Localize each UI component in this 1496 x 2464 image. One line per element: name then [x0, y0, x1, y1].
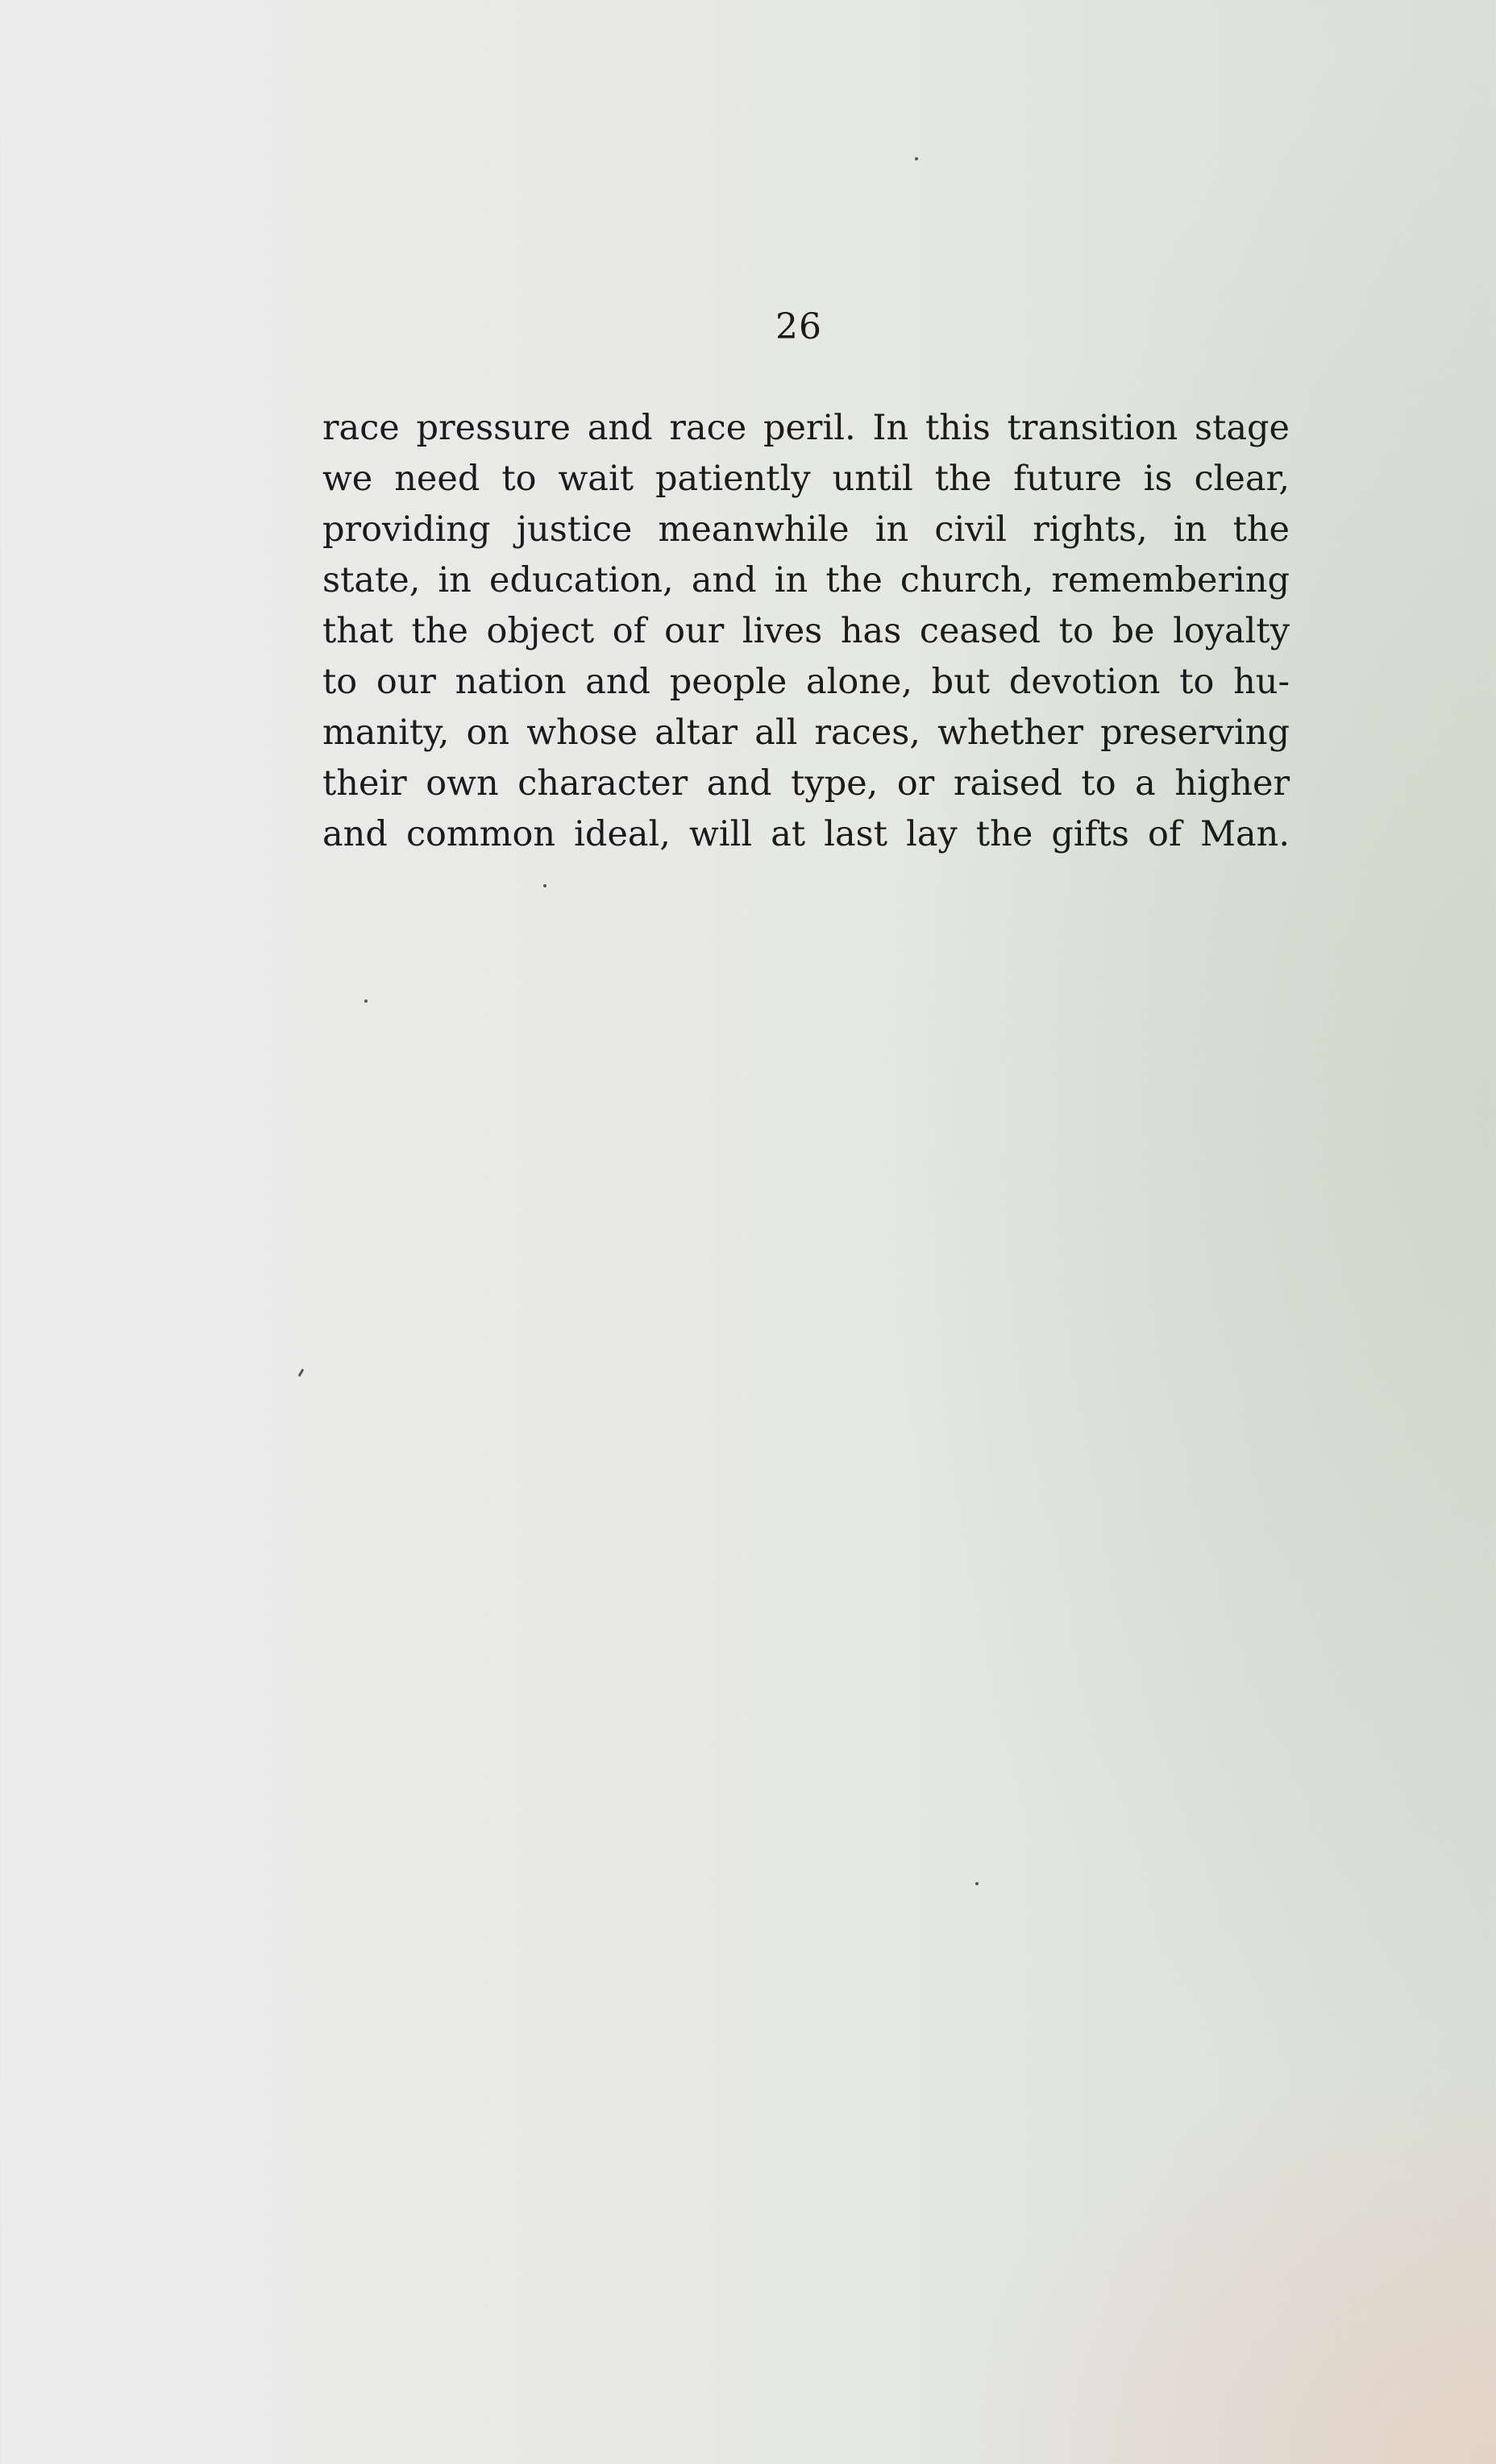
page-number: 26	[775, 306, 822, 347]
text-line: to our nation and people alone, but devotion to hu-	[322, 662, 1290, 702]
text-line: and common ideal, will at last lay the gifts of Man.	[322, 814, 1290, 854]
paper-speck	[298, 1369, 305, 1377]
text-line: that the object of our lives has ceased to be loyalty	[322, 611, 1290, 651]
text-line: we need to wait patiently until the future is clear,	[322, 459, 1290, 499]
text-line: race pressure and race peril. In this transition stage	[322, 408, 1290, 448]
paper-speck	[975, 1882, 979, 1885]
text-line: state, in education, and in the church, remembering	[322, 560, 1290, 600]
text-line: providing justice meanwhile in civil rights, in the	[322, 509, 1290, 550]
paper-speck	[543, 884, 546, 887]
body-paragraph	[322, 403, 1290, 860]
text-line: manity, on whose altar all races, whether preserving	[322, 713, 1290, 753]
paper-speck	[364, 999, 368, 1003]
paper-speck	[915, 157, 918, 160]
text-line: their own character and type, or raised to a higher	[322, 763, 1290, 804]
